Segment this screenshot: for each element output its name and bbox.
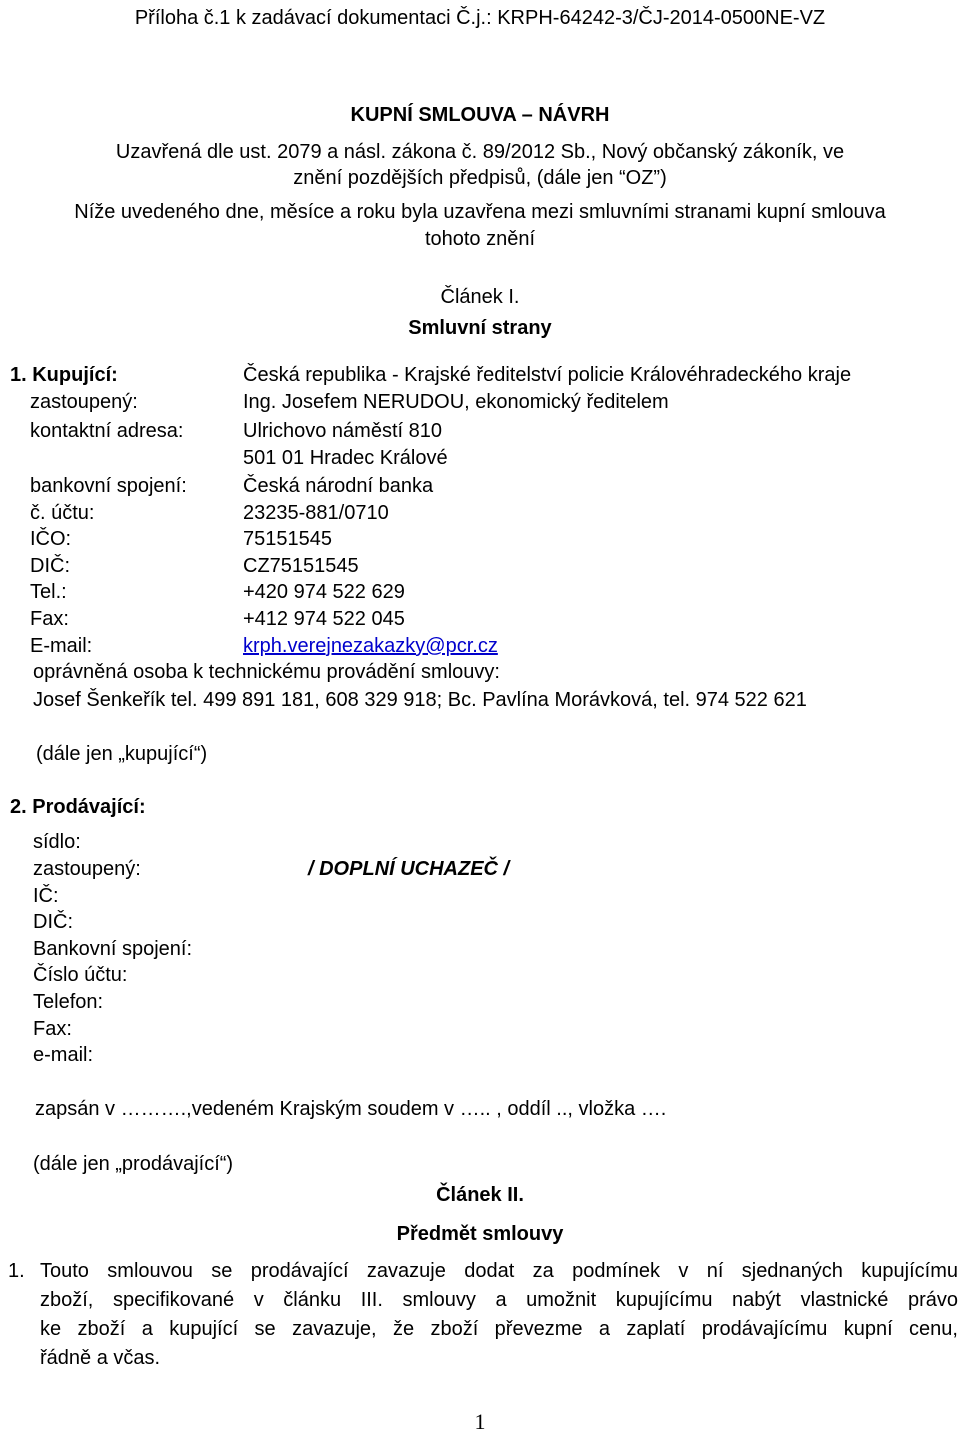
intro-line-1: Uzavřená dle ust. 2079 a násl. zákona č. 89/2012 Sb., Nový občanský zákoník, ve — [115, 141, 845, 163]
buyer-label-representative: zastoupený: — [30, 391, 138, 413]
buyer-label-tel: Tel.: — [30, 581, 67, 603]
buyer-heading: 1. Kupující: — [10, 364, 118, 386]
buyer-value-representative: Ing. Josefem NERUDOU, ekonomický ředitelem — [243, 391, 669, 413]
seller-label-seat: sídlo: — [33, 831, 81, 853]
buyer-label-account: č. účtu: — [30, 502, 95, 524]
buyer-name: Česká republika - Krajské ředitelství policie Královéhradeckého kraje — [243, 364, 852, 386]
article-2-item-number: 1. — [8, 1260, 25, 1282]
buyer-label-email: E-mail: — [30, 635, 93, 657]
buyer-value-account: 23235-881/0710 — [243, 502, 389, 524]
seller-label-representative: zastoupený: — [33, 858, 141, 880]
buyer-value-dic: CZ75151545 — [243, 555, 359, 577]
article-2-item-line-3: ke zboží a kupující se zavazuje, že zboží převezme a zaplatí prodávajícímu kupní cenu, — [40, 1318, 958, 1340]
buyer-authorized-value: Josef Šenkeřík tel. 499 891 181, 608 329 918; Bc. Pavlína Morávková, tel. 974 522 621 — [33, 689, 807, 711]
seller-registry: zapsán v ……….,vedeném Krajským soudem v ….. , oddíl .., vložka …. — [35, 1098, 667, 1120]
buyer-label-fax: Fax: — [30, 608, 69, 630]
buyer-value-ico: 75151545 — [243, 528, 332, 550]
article-2-heading: Předmět smlouvy — [396, 1223, 564, 1245]
seller-label-ic: IČ: — [33, 885, 59, 907]
buyer-label-ico: IČO: — [30, 528, 72, 550]
buyer-authorized-label: oprávněná osoba k technickému provádění smlouvy: — [33, 661, 500, 683]
buyer-value-tel: +420 974 522 629 — [243, 581, 405, 603]
intro-line-3: Níže uvedeného dne, měsíce a roku byla uzavřena mezi smluvními stranami kupní smlouva — [74, 201, 886, 223]
seller-label-phone: Telefon: — [33, 991, 104, 1013]
buyer-value-bank: Česká národní banka — [243, 475, 434, 497]
page-header: Příloha č.1 k zadávací dokumentaci Č.j.: KRPH-64242-3/ČJ-2014-0500NE-VZ — [134, 7, 826, 29]
seller-label-bank: Bankovní spojení: — [33, 938, 192, 960]
contract-title: KUPNÍ SMLOUVA – NÁVRH — [350, 104, 610, 126]
buyer-label-bank: bankovní spojení: — [30, 475, 187, 497]
seller-label-fax: Fax: — [33, 1018, 72, 1040]
seller-label-account: Číslo účtu: — [33, 964, 128, 986]
article-1-number: Článek I. — [440, 286, 520, 308]
buyer-value-fax: +412 974 522 045 — [243, 608, 405, 630]
intro-line-2: znění pozdějších předpisů, (dále jen “OZ”) — [293, 167, 667, 189]
buyer-value-address-city: 501 01 Hradec Králové — [243, 447, 448, 469]
article-2-number: Článek II. — [436, 1184, 524, 1206]
buyer-email-link[interactable]: krph.verejnezakazky@pcr.cz — [243, 635, 498, 657]
seller-label-dic: DIČ: — [33, 911, 73, 933]
buyer-label-address: kontaktní adresa: — [30, 420, 184, 442]
article-2-item-line-1: Touto smlouvou se prodávající zavazuje dodat za podmínek v ní sjednaných kupujícímu — [40, 1260, 958, 1282]
intro-line-4: tohoto znění — [424, 228, 536, 250]
page-number: 1 — [474, 1409, 486, 1434]
article-2-item-line-2: zboží, specifikované v článku III. smlouvy a umožnit kupujícímu nabýt vlastnické právo — [40, 1289, 958, 1311]
seller-heading: 2. Prodávající: — [10, 796, 146, 818]
seller-placeholder: / DOPLNÍ UCHAZEČ / — [308, 858, 510, 880]
article-1-heading: Smluvní strany — [408, 317, 552, 339]
buyer-alias: (dále jen „kupující“) — [36, 743, 208, 765]
seller-label-email: e-mail: — [33, 1044, 94, 1066]
buyer-value-address: Ulrichovo náměstí 810 — [243, 420, 442, 442]
seller-alias: (dále jen „prodávající“) — [33, 1153, 234, 1175]
buyer-label-dic: DIČ: — [30, 555, 70, 577]
article-2-item-line-4: řádně a včas. — [40, 1347, 161, 1369]
